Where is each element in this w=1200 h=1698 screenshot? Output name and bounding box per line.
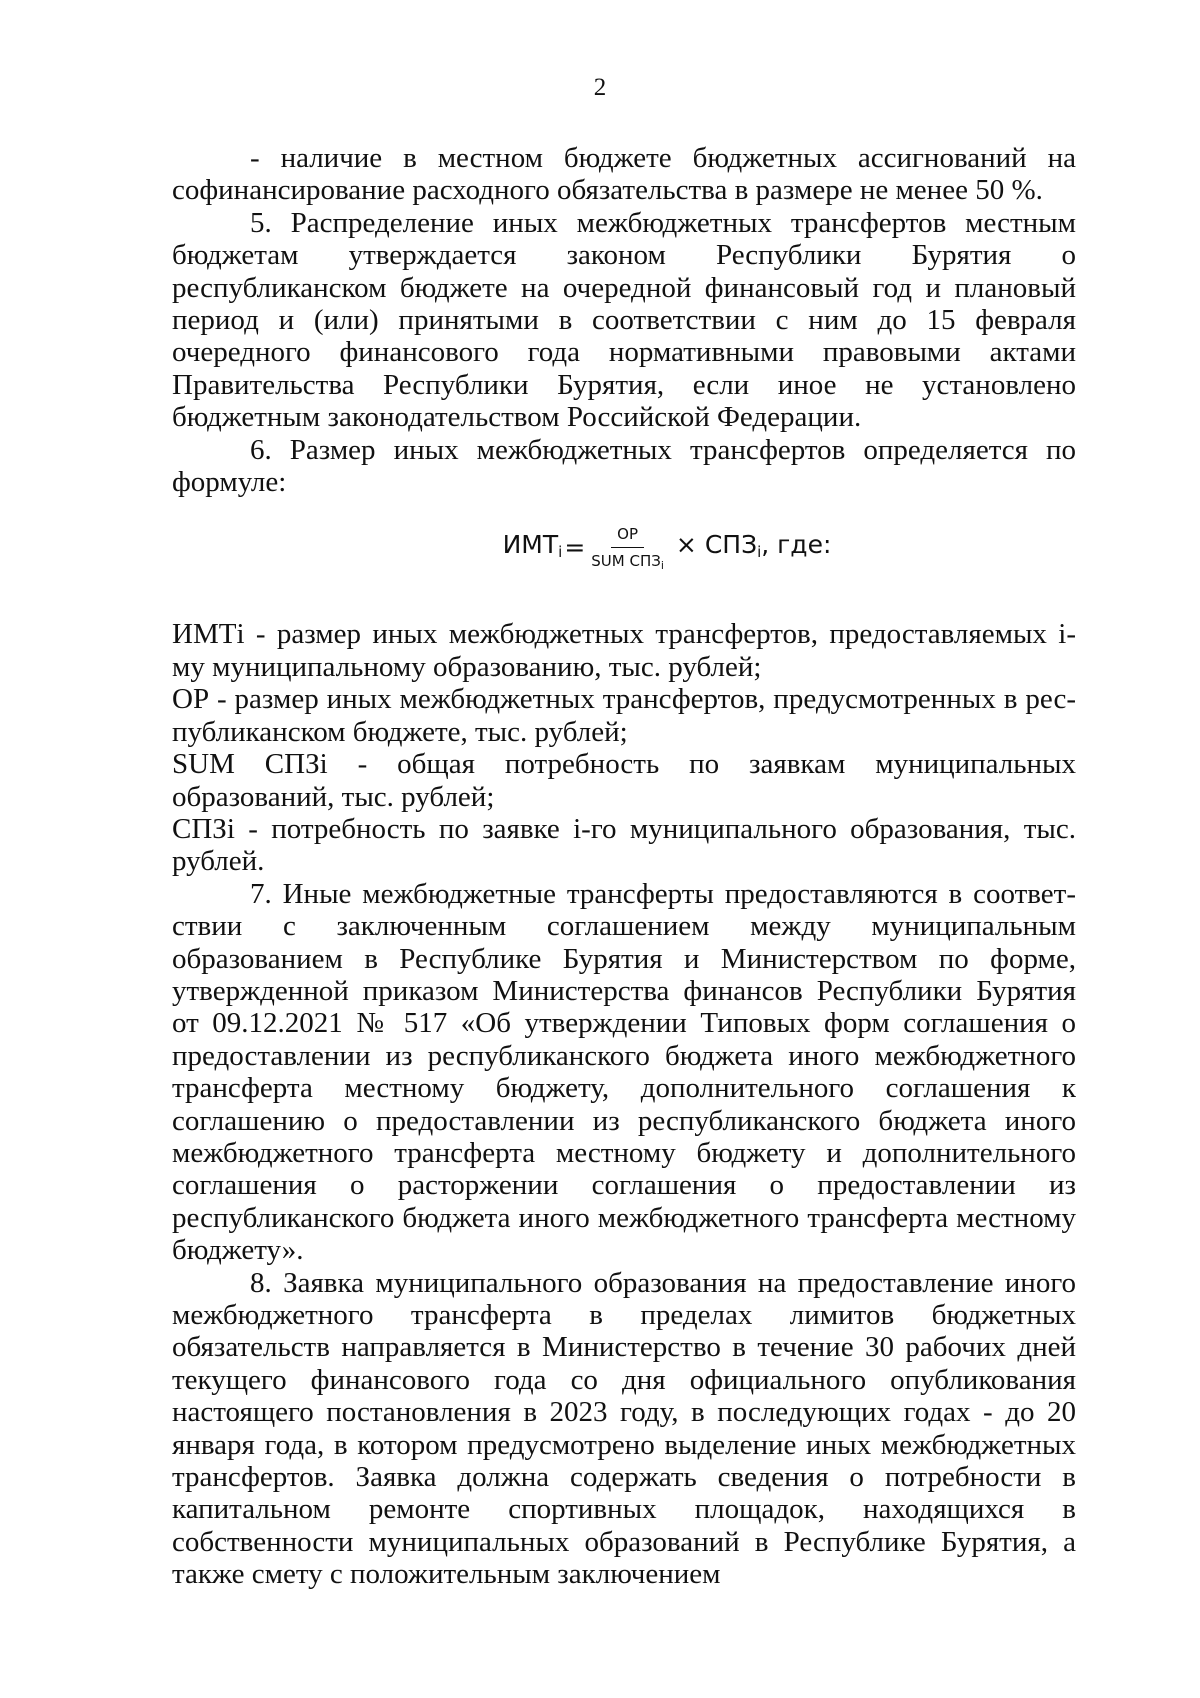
document-body — [172, 142, 1076, 1591]
definition-sum-spz: SUM СПЗi - общая потребность по заявкам муниципальных образований, тыс. рублей; — [172, 748, 1076, 813]
formula-rhs: × $СПЗ_i$, где: — [675, 529, 832, 561]
paragraph-8-application: 8. Заявка муниципального образования на предоставление иного межбюджетного трансферта в пределах лимитов бюджетных обязательств направляется в Министерство в течение 30 рабочих дней текущего финансового года со дня официального опубликования настоящего постановления в 2023 году, в последующих годах - до 20 января года, в котором предусмотрено выделение иных межбюджетных трансфертов. Заявка должна содержать сведения о потребности в капитальном ремонте спортивных площадок, находящихся в собственности муниципальных образований в Республике Бурятия, а также смету с положительным заключением — [172, 1266, 1076, 1591]
paragraph-6-formula-intro: 6. Размер иных межбюджетных трансфертов определяется по формуле: — [172, 433, 1076, 499]
definition-imt: ИМТi - размер иных межбюджетных трансфертов, предоставляемых i-му муниципальному образованию, тыс. рублей; — [172, 618, 1076, 683]
formula-fraction — [589, 524, 666, 576]
definition-spz: СПЗi - потребность по заявке i-го муниципального образования, тыс. рублей. — [172, 812, 1076, 878]
transfer-formula — [172, 518, 1076, 578]
page-number: 2 — [593, 74, 607, 101]
paragraph-7-agreement: 7. Иные межбюджетные трансферты предоставляются в соответствии с заключенным соглашением между муниципальным образованием в Республике Бурятия и Министерством по форме, утвержденной приказом Министерства финансов Республики Бурятия от 09.12.2021 № 517 «Об утверждении Типовых форм соглашения о предоставлении из республиканского бюджета иного межбюджетного трансферта местному бюджету, дополнительного соглашения к соглашению о предоставлении из республиканского бюджета иного межбюджетного трансферта местному бюджету и дополнительного соглашения о расторжении соглашения о предоставлении из республиканского бюджета иного межбюджетного трансферта местному бюджету». — [172, 877, 1076, 1267]
formula-equals: = — [564, 533, 586, 563]
paragraph-5-distribution: 5. Распределение иных межбюджетных трансфертов местным бюджетам утверждается законом Республики Бурятия о республиканском бюджете на очередной финансовый год и плановый период и (или) принятыми в соответствии с ним до 15 февраля очередного финансового года нормативными правовыми актами Правительства Республики Бурятия, если иное не установлено бюджетным законодательством Российской Федерации. — [172, 206, 1076, 434]
definition-op: ОР - размер иных межбюджетных трансфертов, предусмотренных в республиканском бюджете, тыс. рублей; — [172, 683, 1076, 748]
paragraph-cofinancing: - наличие в местном бюджете бюджетных ассигнований на софинансирование расходного обязательства в размере не менее 50 %. — [172, 142, 1076, 207]
formula-numerator: ОР — [611, 524, 644, 548]
formula-lhs: $ИМТ_i$ — [502, 529, 563, 561]
formula-denominator: SUM $СПЗ_i$ — [591, 552, 664, 573]
